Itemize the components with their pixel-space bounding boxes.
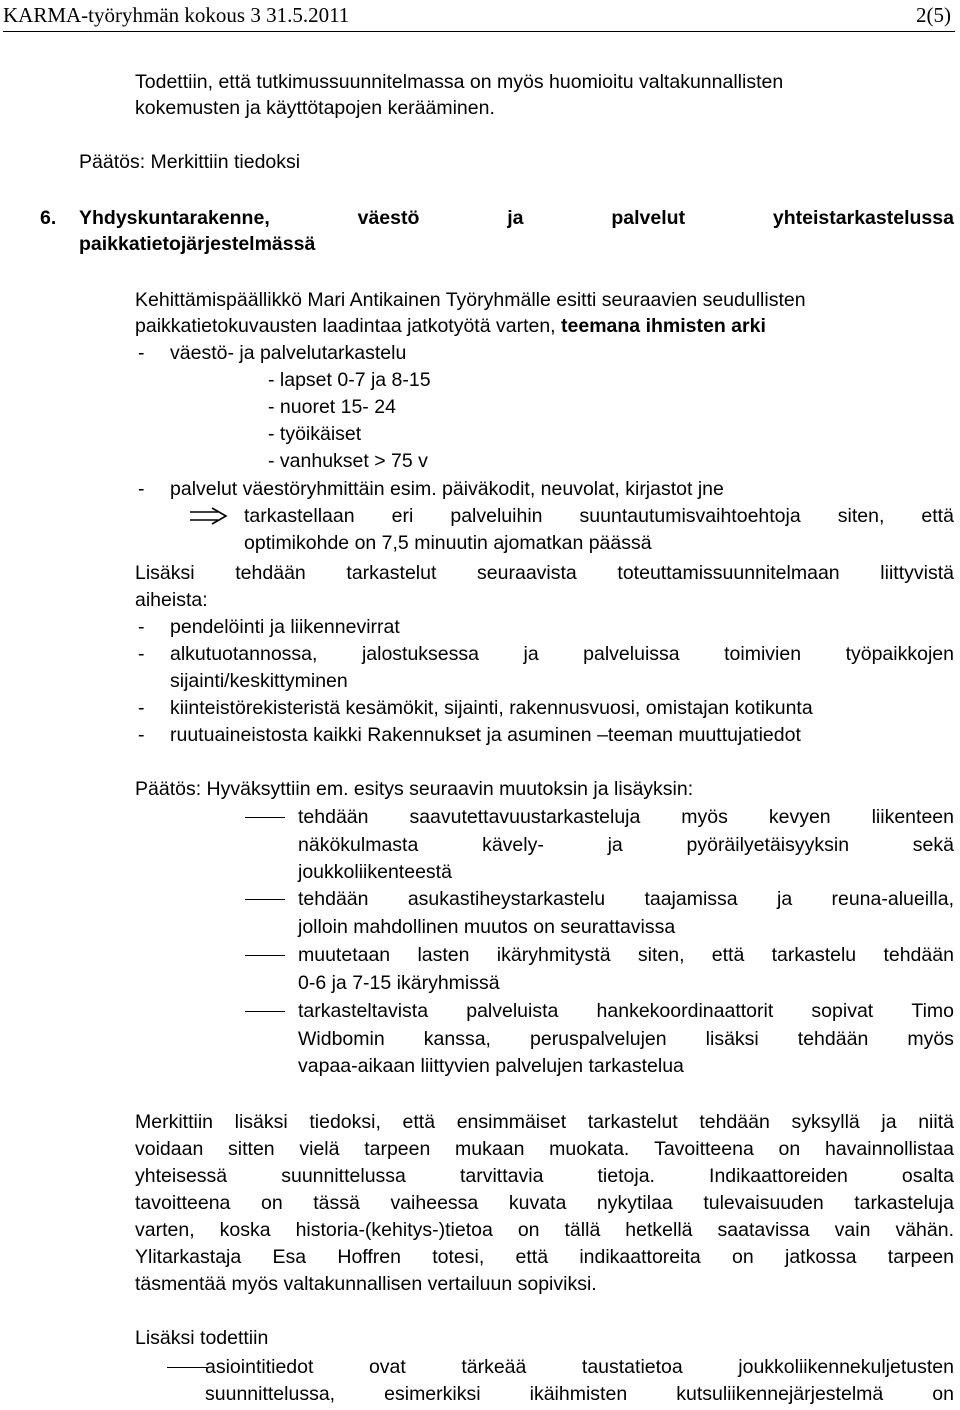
paragraph-3-line-2 (135, 1137, 954, 1161)
word: tehdään (883, 944, 954, 966)
list-dash (167, 1367, 207, 1368)
paragraph-2-line-1 (135, 561, 954, 585)
word: tulevaisuuden (703, 1192, 824, 1214)
word: ensimmäiset (456, 1111, 567, 1133)
topic-item: kiinteistörekisteristä kesämökit, sijainti, rakennusvuosi, omistajan kotikunta (170, 697, 813, 719)
word: on (732, 1246, 754, 1268)
intro-line-2: kokemusten ja käyttötapojen kerääminen. (135, 97, 495, 119)
paragraph-3-line-5 (135, 1218, 954, 1242)
arrow-item-line-1 (244, 504, 954, 528)
word: niitä (918, 1111, 954, 1133)
word: asukastiheystarkastelu (407, 888, 606, 910)
word: asiointitiedot (205, 1356, 314, 1378)
decision-item-2-line-2: jolloin mahdollinen muutos on seurattavissa (298, 916, 676, 938)
word: liikenteen (871, 806, 954, 828)
decision-item-4-line-2 (298, 1027, 954, 1051)
paragraph-4-heading: Lisäksi todettiin (135, 1327, 269, 1349)
word: liittyvistä (880, 562, 954, 584)
word: muokata. (549, 1138, 630, 1160)
word: että (711, 944, 745, 966)
word: kuvata (508, 1192, 567, 1214)
list-dash (245, 955, 285, 956)
word: tarkastelut (587, 1111, 678, 1133)
word: sopivat (811, 1000, 874, 1022)
heading-word: palvelut (611, 207, 686, 229)
paragraph-1-text: paikkatietokuvausten laadintaa jatkotyötä varten, (135, 315, 556, 337)
intro-line-1: Todettiin, että tutkimussuunnitelmassa on myös huomioitu valtakunnallisten (135, 71, 784, 93)
word: palveluissa (583, 643, 680, 665)
word: saatavissa (717, 1219, 810, 1241)
word: joukkoliikennekuljetusten (738, 1356, 954, 1378)
right-double-arrow-icon (190, 507, 230, 525)
word: ja (881, 1111, 897, 1133)
decision-item-2-line-1 (298, 887, 954, 911)
word: jatkossa (784, 1246, 857, 1268)
word: tehdään (699, 1111, 770, 1133)
paragraph-3-line-3 (135, 1164, 954, 1188)
word: tavoitteena (135, 1192, 231, 1214)
arrow-item-line-2: optimikohde on 7,5 minuutin ajomatkan päässä (244, 532, 652, 554)
decision-item-4-line-3: vapaa-aikaan liittyvien palvelujen tarkastelua (298, 1055, 684, 1077)
decision-item-1-line-2 (298, 833, 954, 857)
word: alkutuotannossa, (170, 643, 318, 665)
paragraph-4-item-line-2 (205, 1382, 954, 1406)
word: tarpeen (364, 1138, 431, 1160)
word: vähän. (895, 1219, 954, 1241)
word: ja (523, 643, 539, 665)
decision-1: Päätös: Merkittiin tiedoksi (79, 151, 301, 173)
word: myös (681, 806, 728, 828)
page-number: 2(5) (916, 3, 951, 27)
section-heading-line-2: paikkatietojärjestelmässä (79, 233, 316, 255)
word: varten, (135, 1219, 195, 1241)
heading-word: ja (507, 207, 524, 229)
word: Widbomin (298, 1028, 385, 1050)
word: vain (834, 1219, 871, 1241)
paragraph-3-line-7: täsmentää myös valtakunnallisen vertailuun sopiviksi. (135, 1273, 597, 1295)
list-dash: - (138, 342, 145, 364)
decision-2: Päätös: Hyväksyttiin em. esitys seuraavin muutoksin ja lisäyksin: (135, 778, 694, 800)
word: mukaan (455, 1138, 525, 1160)
word: totesi, (432, 1246, 485, 1268)
word: syksyllä (791, 1111, 860, 1133)
word: työpaikkojen (845, 643, 954, 665)
word: ovat (368, 1356, 406, 1378)
word: toimivien (724, 643, 802, 665)
paragraph-2-line-2: aiheista: (135, 589, 208, 611)
word: reuna-alueilla, (831, 888, 954, 910)
word: näkökulmasta (298, 834, 419, 856)
word: Ylitarkastaja (135, 1246, 242, 1268)
word: havainnollistaa (824, 1138, 954, 1160)
word: ikäryhmitystä (496, 944, 611, 966)
word: tarkastelut (346, 562, 437, 584)
word: tarpeen (887, 1246, 954, 1268)
decision-item-3-line-1 (298, 943, 954, 967)
list-dash: - (138, 478, 145, 500)
decision-item-1-line-3: joukkoliikenteestä (298, 861, 452, 883)
word: taajamissa (644, 888, 738, 910)
list-dash (245, 1011, 285, 1012)
word: tarkasteluja (854, 1192, 954, 1214)
word: myös (907, 1028, 954, 1050)
word: sitten (228, 1138, 275, 1160)
word: kevyen (768, 806, 831, 828)
word: osalta (901, 1165, 954, 1187)
word: nykytilaa (596, 1192, 673, 1214)
section-number: 6. (40, 207, 57, 229)
word: tehdään (298, 806, 369, 828)
word: tehdään (235, 562, 306, 584)
word: lasten (417, 944, 470, 966)
topic-item-line-2: sijainti/keskittyminen (170, 670, 348, 692)
word: on (778, 1138, 801, 1160)
word: jalostuksessa (361, 643, 479, 665)
word: tarvittavia (459, 1165, 544, 1187)
sub-item: - työikäiset (268, 423, 362, 445)
word: suunnittelussa (281, 1165, 406, 1187)
word: saavutettavuustarkasteluja (409, 806, 641, 828)
word: Esa (272, 1246, 307, 1268)
topic-item: ruutuaineistosta kaikki Rakennukset ja asuminen –teeman muuttujatiedot (170, 724, 801, 746)
heading-word: Yhdyskuntarakenne, (79, 207, 270, 229)
sub-item: - nuoret 15- 24 (268, 396, 396, 418)
word: suuntautumisvaihtoehtoja (579, 505, 801, 527)
word: tarkastellaan (244, 505, 355, 527)
word: seuraavista (477, 562, 577, 584)
decision-item-4-line-1 (298, 999, 954, 1023)
word: ikäihmisten (529, 1383, 628, 1405)
word: tarkastelu (771, 944, 857, 966)
decision-item-3-line-2: 0-6 ja 7-15 ikäryhmissä (298, 972, 500, 994)
word: Indikaattoreiden (709, 1165, 848, 1187)
list-dash: - (138, 643, 145, 665)
header-divider (3, 31, 955, 32)
paragraph-1-line-1: Kehittämispäällikkö Mari Antikainen Työryhmälle esitti seuraavien seudullisten (135, 289, 806, 311)
section-heading (79, 206, 954, 230)
paragraph-4-item-line-1 (205, 1355, 954, 1379)
word: suunnittelussa, (205, 1383, 336, 1405)
header-title: KARMA-työryhmän kokous 3 31.5.2011 (3, 3, 350, 27)
word: hetkellä (625, 1219, 693, 1241)
word: kanssa, (423, 1028, 491, 1050)
list-item-label: palvelut väestöryhmittäin esim. päiväkodit, neuvolat, kirjastot jne (170, 478, 724, 500)
word: palveluihin (450, 505, 543, 527)
sub-item: - vanhukset > 75 v (268, 450, 428, 472)
word: kutsuliikennejärjestelmä (676, 1383, 884, 1405)
word: siten, (837, 505, 885, 527)
word: lisäksi (705, 1028, 759, 1050)
word: että (515, 1246, 549, 1268)
word: Lisäksi (135, 562, 195, 584)
topic-item: pendelöinti ja liikennevirrat (170, 616, 400, 638)
word: tässä (313, 1192, 360, 1214)
word: peruspalvelujen (530, 1028, 667, 1050)
word: taustatietoa (581, 1356, 683, 1378)
list-item-label: väestö- ja palvelutarkastelu (170, 342, 407, 364)
sub-item: - lapset 0-7 ja 8-15 (268, 369, 431, 391)
word: tietoja. (597, 1165, 655, 1187)
word: tehdään (797, 1028, 869, 1050)
theme-highlight: teemana ihmisten arki (561, 315, 766, 337)
word: eri (391, 505, 414, 527)
word: hankekoordinaattorit (596, 1000, 774, 1022)
word: Timo (911, 1000, 954, 1022)
list-dash (245, 817, 285, 818)
paragraph-3-line-6 (135, 1245, 954, 1269)
paragraph-1-line-2 (135, 314, 766, 338)
word: ja (776, 888, 793, 910)
word: Hoffren (337, 1246, 401, 1268)
decision-item-1-line-1 (298, 805, 954, 829)
word: palveluista (466, 1000, 559, 1022)
paragraph-3-line-1 (135, 1110, 954, 1134)
word: tiedoksi, (309, 1111, 381, 1133)
heading-word: yhteistarkastelussa (772, 207, 954, 229)
word: että (402, 1111, 436, 1133)
word: indikaattoreita (579, 1246, 701, 1268)
word: vielä (299, 1138, 340, 1160)
word: historia-(kehitys-)tietoa (295, 1219, 493, 1241)
word: esimerkiksi (384, 1383, 481, 1405)
word: pyöräilyetäisyyksin (686, 834, 850, 856)
word: on (932, 1383, 954, 1405)
word: tärkeää (461, 1356, 527, 1378)
topic-item (170, 642, 954, 666)
word: lisäksi (234, 1111, 288, 1133)
word: on (260, 1192, 283, 1214)
word: Merkittiin (135, 1111, 214, 1133)
word: toteuttamissuunnitelmaan (617, 562, 840, 584)
word: muutetaan (298, 944, 391, 966)
list-dash: - (138, 697, 145, 719)
word: sekä (912, 834, 954, 856)
list-dash (245, 899, 285, 900)
word: yhteisessä (135, 1165, 228, 1187)
word: tehdään (298, 888, 369, 910)
list-dash: - (138, 724, 145, 746)
word: Tavoitteena (654, 1138, 754, 1160)
word: on (517, 1219, 540, 1241)
list-dash: - (138, 616, 145, 638)
word: siten, (637, 944, 685, 966)
word: ja (607, 834, 623, 856)
paragraph-3-line-4 (135, 1191, 954, 1215)
word: tällä (564, 1219, 601, 1241)
document-header (3, 2, 953, 32)
word: voidaan (135, 1138, 204, 1160)
word: vaiheessa (390, 1192, 479, 1214)
heading-word: väestö (357, 207, 420, 229)
word: että (921, 505, 954, 527)
word: koska (219, 1219, 271, 1241)
word: kävely- (482, 834, 544, 856)
word: tarkasteltavista (298, 1000, 429, 1022)
